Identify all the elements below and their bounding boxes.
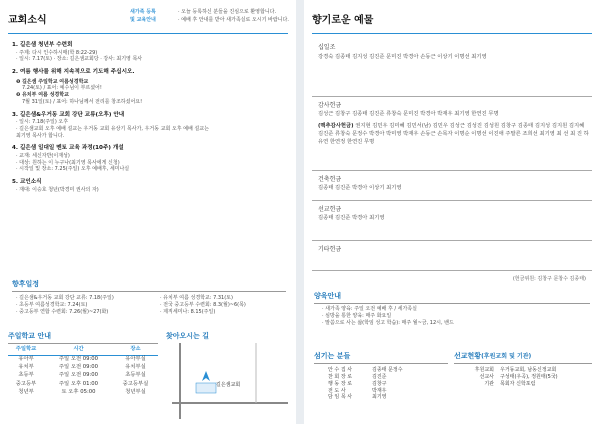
schedule-item: · 길은샘&우거동 교회 강단 교류: 7.18(주일) [16,295,114,302]
table-cell: 초등부 [18,372,34,379]
table-row [8,380,158,388]
welcome-text: · 예배 후 안내를 받아 새가족실로 오시기 바랍니다. [178,16,289,23]
right-title-bar [312,8,592,34]
schedule-row [12,302,286,309]
mission-value: 우거동교회, 남동신정교회 [500,367,557,374]
table-cell: 청년부 [18,388,34,395]
news-line: · 재대: 이승호 청년(박경미 권사의 자) [16,186,99,193]
column-header: 장소 [113,345,158,355]
divider [454,363,592,364]
news-heading: 3. 길은샘&우거동 교회 강단 교류(오후) 안내 [12,111,125,118]
news-line: 최기영 목사가 합니다. [16,132,65,139]
server-role: 담 임 목 사 [328,394,353,401]
news-heading: 1. 길은샘 청년부 수련회 [12,42,73,48]
schedule-title: 향후일정 [12,280,40,288]
table-cell: 중고등부실 [122,380,149,387]
server-names: 김창구 [372,380,387,387]
missions-title: 선교현황 [454,352,482,360]
divider [312,96,592,97]
sunday-school-section [8,332,158,396]
missions-heading [454,352,592,361]
news-line: · 교재: 세신자반(이재성) [16,152,70,159]
offering-label: 십일조 [318,44,336,51]
table-cell: 주일 오전 09:00 [58,372,99,379]
news-line: 7월 31일(토) / 표어: 하나님께서 전리를 창조하셨어요! [22,98,143,105]
map-image [166,341,288,419]
server-row [328,381,448,388]
server-names: 김진준 [372,374,387,381]
welcome-line [130,17,289,25]
table-cell: 주일 오후 01:00 [58,380,99,387]
schedule-section [12,280,286,316]
news-heading: 4. 길은샘 일대일 멘토 교육 과정(10주) 개설 [12,145,124,152]
right-page-title: 향기로운 예물 [312,14,374,26]
table-row [8,388,158,396]
divider [8,343,158,344]
table-cell: 중고등부 [15,380,37,387]
mission-value: 구성태(우곡), 정원태(5국) [500,374,558,381]
server-names: 최기영 [372,394,387,401]
news-line: · 시작일 및 장소: 7.25(주일) 오후 예배후, 세미나실 [16,166,130,173]
sunday-school-table [8,345,158,396]
offering-label: 건축헌금 [318,176,342,183]
nurture-line: · 심방을 통한 양육: 매주 화요일 [322,313,392,320]
server-role: 안 수 집 사 [328,367,353,374]
mission-row [454,374,592,381]
table-row [8,364,158,372]
news-line: · 일시: 7.18(주일) 오후 [16,119,69,126]
sunday-school-title: 주일학교 안내 [8,332,52,340]
news-line: 7.24(토) / 표어: 예수님이 부르셨어! [22,85,102,92]
missions-subtitle: (후원교회 및 기관) [481,353,532,360]
left-page [0,0,296,424]
mission-category: 후원교회 [474,367,494,374]
table-cell: 유아부실 [125,356,146,363]
servers-section [314,352,448,401]
server-row [328,374,448,381]
table-cell: 초등부실 [125,372,146,379]
nurture-section [314,292,590,327]
table-cell: 토 오후 05:00 [61,388,96,395]
divider [12,291,286,292]
divider [312,200,592,201]
table-cell: 유아부 [18,356,34,363]
divider [312,240,592,241]
offering-names: 김종태 김진준 박경아 최기영 [318,215,385,221]
right-page [304,0,600,424]
nurture-line: · 말씀으로 사는 삶(학임 성고 학습): 매주 월~금, 12시, 밴드 [322,319,454,326]
schedule-item: · 전국 중고등부 수련회: 8.3(월)~6(목) [160,302,246,309]
offering-label: 선교헌금 [318,206,342,213]
mission-category: 선교사 [479,374,494,381]
church-news [12,42,286,193]
left-page-title: 교회소식 [8,14,47,26]
schedule-item: · 중고등부 연합 수련회: 7.26(월)~27(화) [16,308,109,315]
table-cell: 유치부실 [125,364,146,371]
offering-names-special [318,123,590,147]
table-cell: 주일 오전 09:00 [58,364,99,371]
news-heading: 5. 교인소식 [12,179,42,186]
nurture-title: 양육안내 [314,292,342,300]
welcome-text: · 오늘 등록하신 분들을 진심으로 환영합니다. [178,9,277,15]
offering-label: (맥추감사헌금) [318,123,354,129]
welcome-line [130,9,289,17]
schedule-item: · 초등부 여름성경학교: 7.24(토) [16,302,88,309]
news-line: · 대상: 원하는 이 누구나(최기영 목사에게 신청) [16,159,120,166]
servers-title: 섬기는 분들 [314,352,351,360]
news-line: · 일시: 7.17(토) · 장소: 길은샘교회당 · 강사: 최기영 목사 [16,56,143,63]
mission-value: 목회자 신학포럼 [500,380,536,387]
offering-names: 김종태 김진준 박경아 이상기 최기영 [318,185,402,191]
table-cell: 주일 오전 09:00 [58,356,99,363]
schedule-row [12,309,286,316]
server-names: 김종태 문정수 [372,367,403,374]
offering-names: 강경숙 김종태 김지성 김진준 문미진 박경아 손동근 이상기 이명선 최기영 [318,54,487,60]
server-role: 전 도 사 [328,387,346,394]
nurture-line: · 새가족 양육: 주일 오전 예배 후 / 세가족실 [322,306,417,313]
table-row [8,372,158,380]
map-section [166,332,288,422]
mission-row [454,381,592,388]
welcome-label: 및 교육안내 [130,16,156,23]
column-header: 시간 [44,345,113,355]
map-church-label: 길은샘교회 [216,382,241,388]
table-header-row [8,345,158,355]
schedule-item: · 유치부 여름 성경학교: 7.31(토) [160,295,233,302]
offering-names: 권지현 김민우 김미혜 김민서(남) 김민우 김성근 김성진 김성원 김창구 김종태 김지성 김지원 김지혜 김진준 류창숙 문정수 박경아 박미영 박재우 손동근 손목자 이명순 이명선 이진애 주말른 조희선 최기영 최 선 최 진 하유연 한연정 한연진 무명 [318,123,589,145]
table-row [8,355,158,364]
missions-section [454,352,592,388]
news-subheading: ❷ 유치부 여름 성경학교 [16,92,69,99]
divider [312,170,592,171]
news-line: · 길은샘교회 오후 예배 설교는 우거동 교회 유상기 목사가, 우거동 교회 오후 예배 설교는 [16,125,209,132]
divider [314,303,590,304]
offering-label: 기타헌금 [318,246,342,253]
news-subheading: ❶ 길은샘 주일학교 여름성경학교 [16,78,89,85]
welcome-box [130,9,289,24]
welcome-label: 새가족 등록 [130,9,156,15]
news-line: · 주제: 다시 인수하시매(학 8:22-29) [16,49,98,56]
schedule-item: · 제직세미나: 8.15(주일) [160,308,216,315]
page-gutter [296,0,304,424]
server-role: 찬 회 장 로 [328,374,353,381]
mission-category: 기관 [484,380,494,387]
offering-names: 김성근 김창구 김종태 김진준 류창숙 문미진 박경아 박재우 최기영 한연진 무명 [318,111,499,117]
server-role: 행 동 장 로 [328,380,353,387]
divider [314,363,448,364]
column-header: 주일학교 [8,345,44,355]
server-row [328,394,448,401]
news-heading: 2. 여름 행사를 위해 지속적으로 기도해 주십시오. [12,69,135,76]
offering-committee-note: (헌금위원: 김창구 문창수 김종태) [512,276,586,282]
map-title: 찾아오시는 길 [166,332,210,340]
offering-label: 감사헌금 [318,102,342,109]
table-cell: 유치부 [18,364,34,371]
table-cell: 청년부실 [125,388,146,395]
divider [312,270,592,271]
server-names: 박재우 [372,387,387,394]
